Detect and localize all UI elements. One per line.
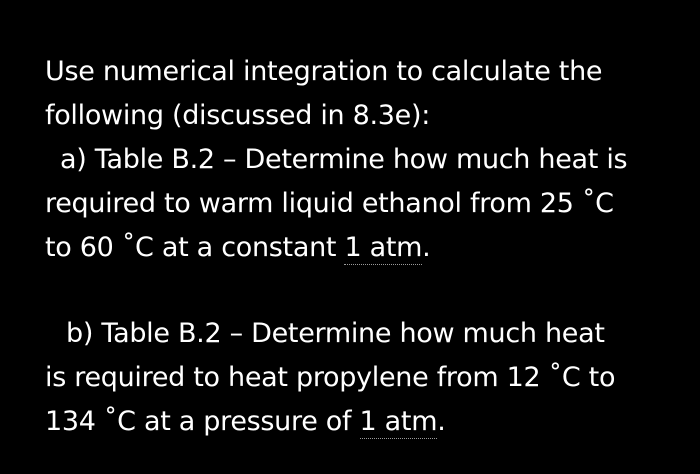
part-b-period: . bbox=[437, 406, 446, 437]
intro-line-1: Use numerical integration to calculate the bbox=[45, 56, 603, 87]
part-a-period: . bbox=[422, 232, 431, 263]
part-a-line-2: required to warm liquid ethanol from 25 ˚C bbox=[45, 188, 614, 219]
part-b-unit-link[interactable]: 1 atm bbox=[359, 406, 438, 437]
part-b-line-2: is required to heat propylene from 12 ˚C to bbox=[45, 362, 616, 393]
part-b-line-3 bbox=[45, 406, 446, 438]
intro-line-2: following (discussed in 8.3e): bbox=[45, 100, 431, 131]
part-b-line-1: b) Table B.2 – Determine how much heat bbox=[66, 318, 605, 349]
part-b-line-3-text: 134 ˚C at a pressure of bbox=[45, 406, 360, 437]
part-a-line-3 bbox=[45, 232, 430, 264]
part-a-unit-link[interactable]: 1 atm bbox=[344, 232, 423, 263]
part-a-line-3-text: to 60 ˚C at a constant bbox=[45, 232, 345, 263]
part-a-line-1: a) Table B.2 – Determine how much heat is bbox=[60, 144, 628, 175]
